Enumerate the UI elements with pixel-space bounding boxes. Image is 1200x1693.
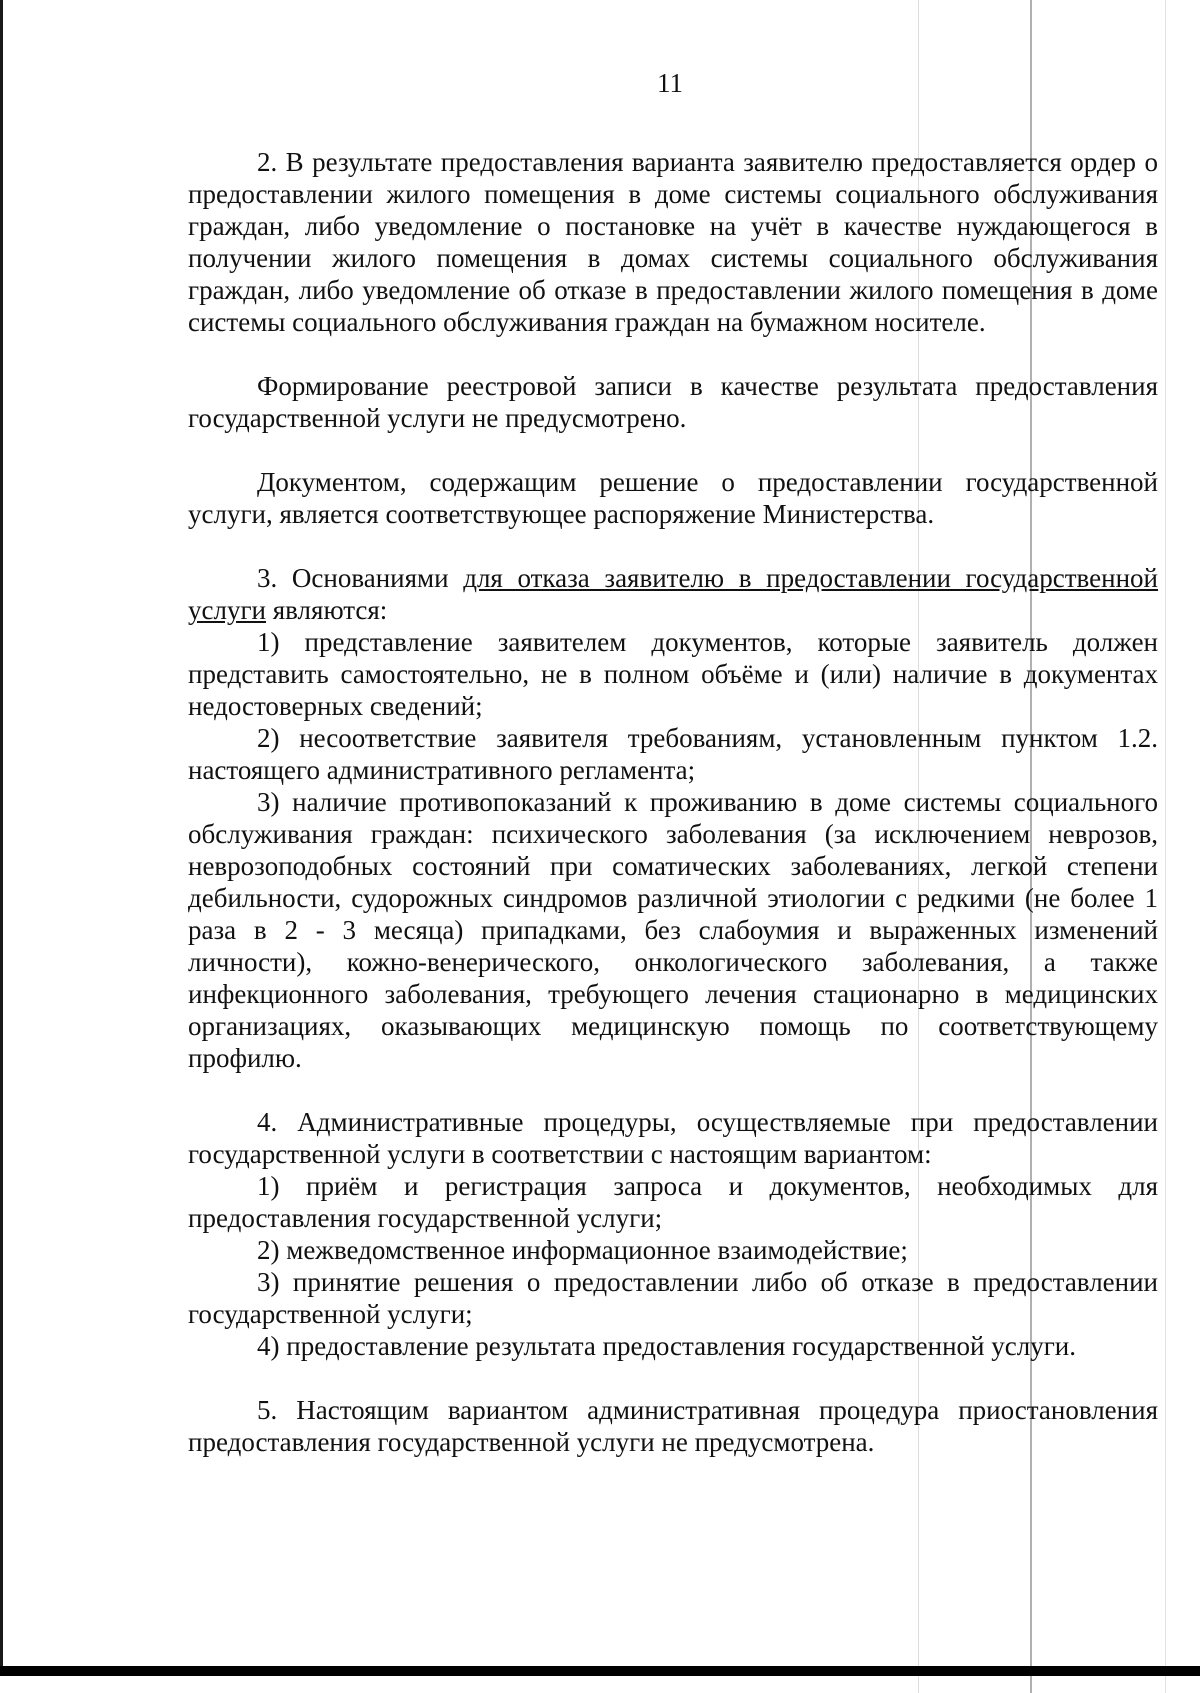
procedure-item: 1) приём и регистрация запроса и документов, необходимых для предоставления государственной услуги;	[188, 1171, 1158, 1233]
paragraph-registry-record: Формирование реестровой записи в качестве результата предоставления государственной услуги не предусмотрено.	[188, 371, 1158, 433]
refusal-grounds-start: 3. Основаниями	[257, 563, 464, 593]
paragraph-suspension: 5. Настоящим вариантом административная процедура приостановления предоставления государственной услуги не предусмотрена.	[188, 1395, 1158, 1457]
scan-left-edge	[0, 0, 3, 1676]
scan-bottom-edge	[0, 1666, 1200, 1676]
refusal-ground-item: 3) наличие противопоказаний к проживанию в доме системы социального обслуживания граждан: психического заболевания (за исключением неврозов, неврозоподобных состояний при соматических заболеваниях, легкой степени дебильности, судорожных синдромов различной этиологии с редкими (не более 1 раза в 2 - 3 месяца) припадками, без слабоумия и выраженных изменений личности), кожно-венерического, онкологического заболевания, а также инфекционного заболевания, требующего лечения стационарно в медицинских организациях, оказывающих медицинскую помощь по соответствующему профилю.	[188, 787, 1158, 1073]
page-number: 11	[657, 68, 683, 98]
procedure-item: 3) принятие решения о предоставлении либо об отказе в предоставлении государственной услуги;	[188, 1267, 1158, 1329]
paragraph-result: 2. В результате предоставления варианта заявителю предоставляется ордер о предоставлении жилого помещения в доме системы социального обслуживания граждан, либо уведомление о постановке на учёт в качестве нуждающегося в получении жилого помещения в домах системы социального обслуживания граждан, либо уведомление об отказе в предоставлении жилого помещения в доме системы социального обслуживания граждан на бумажном носителе.	[188, 147, 1158, 337]
refusal-grounds-end: являются:	[265, 595, 388, 625]
refusal-grounds-underlined: для отказа заявителю в предоставлении государственной услуги	[188, 563, 1158, 625]
paragraph-procedures: 4. Административные процедуры, осуществляемые при предоставлении государственной услуги в соответствии с настоящим вариантом:	[188, 1107, 1158, 1169]
refusal-ground-item: 2) несоответствие заявителя требованиям, установленным пунктом 1.2. настоящего административного регламента;	[188, 723, 1158, 785]
paragraph-refusal-grounds	[188, 562, 1158, 626]
procedure-item: 2) межведомственное информационное взаимодействие;	[257, 1235, 908, 1265]
refusal-ground-item: 1) представление заявителем документов, которые заявитель должен представить самостоятельно, не в полном объёме и (или) наличие в документах недостоверных сведений;	[188, 627, 1158, 721]
scan-artifact-line	[1165, 0, 1166, 1693]
paragraph-decision-document: Документом, содержащим решение о предоставлении государственной услуги, является соответствующее распоряжение Министерства.	[188, 467, 1158, 529]
procedure-item: 4) предоставление результата предоставления государственной услуги.	[257, 1331, 1076, 1361]
document-body	[188, 146, 1158, 1458]
